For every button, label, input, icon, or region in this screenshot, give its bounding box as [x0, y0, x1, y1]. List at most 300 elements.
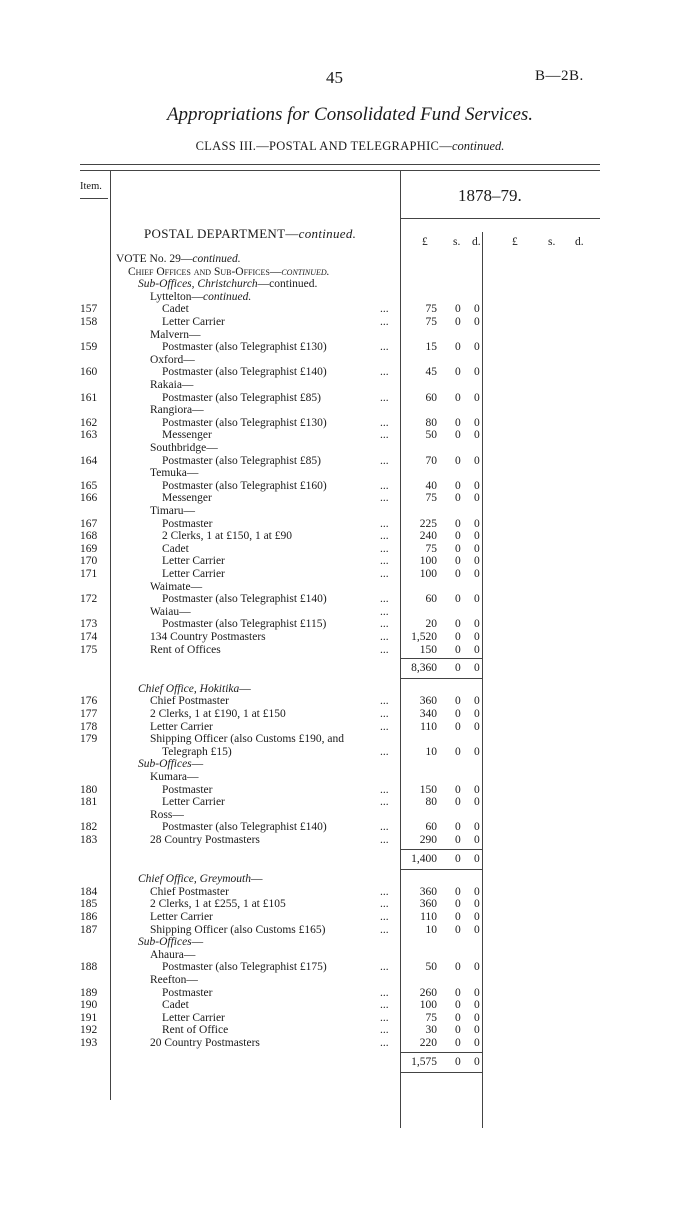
- item-description: [162, 1024, 228, 1037]
- amount-pounds: 80: [425, 796, 437, 809]
- amount-pence: 0: [474, 530, 480, 543]
- amount-shillings: 0: [455, 796, 461, 809]
- item-description: [150, 733, 344, 746]
- table-row: [0, 392, 700, 405]
- subtotal-rule-bottom: [400, 678, 482, 679]
- table-row: [0, 278, 700, 291]
- table-row: [0, 379, 700, 392]
- item-column-heading: Item.: [80, 181, 102, 192]
- amount-pence: 0: [474, 429, 480, 442]
- item-number: 161: [80, 391, 98, 404]
- amount-pence: 0: [474, 631, 480, 643]
- table-row: [0, 987, 700, 1000]
- table-row: [0, 606, 700, 619]
- subtotal-rule-top: [400, 849, 482, 850]
- amount-pence: 0: [474, 517, 480, 530]
- amount-pence: 0: [474, 366, 480, 379]
- subtotal-rule-top: [400, 658, 482, 659]
- description-text: Letter Carrier: [150, 720, 213, 733]
- item-description: [150, 606, 191, 619]
- amount-pounds: 340: [419, 708, 437, 720]
- amount-pounds: 240: [419, 530, 437, 543]
- amount-pounds: 220: [419, 1037, 437, 1049]
- item-description: [150, 329, 200, 342]
- table-row: [0, 886, 700, 899]
- item-number: 176: [80, 695, 98, 708]
- pence-heading-1: d.: [472, 236, 481, 248]
- description-italic: continued.: [203, 290, 252, 303]
- description-text: Postmaster (also Telegraphist £115): [162, 618, 327, 631]
- amount-pounds: 50: [425, 429, 437, 442]
- item-description: [150, 379, 193, 392]
- leader-dots: ...: [380, 834, 389, 846]
- description-text: Postmaster: [162, 517, 213, 530]
- table-row: [0, 949, 700, 962]
- leader-dots: ...: [380, 316, 389, 328]
- subtotal-rule-top: [400, 1052, 482, 1053]
- leader-dots: ...: [380, 999, 389, 1012]
- table-row: [0, 784, 700, 797]
- leader-dots: ...: [380, 745, 389, 758]
- amount-pounds: 360: [419, 695, 437, 708]
- department-heading-main: POSTAL DEPARTMENT—: [144, 226, 299, 241]
- table-row: [0, 417, 700, 430]
- item-description: [150, 404, 204, 417]
- amount-pence: 0: [474, 986, 480, 999]
- table-row: [0, 873, 700, 886]
- leader-dots: ...: [380, 618, 389, 631]
- item-description: [162, 1012, 225, 1025]
- description-text: Timaru—: [150, 505, 195, 517]
- amount-pounds: 60: [425, 821, 437, 834]
- item-description: [138, 758, 203, 771]
- item-description: [150, 1037, 260, 1050]
- description-text: Rent of Offices: [150, 643, 221, 656]
- year-heading: 1878–79.: [458, 186, 522, 205]
- amount-shillings: 0: [455, 479, 461, 492]
- table-row: [0, 733, 700, 746]
- item-number: 181: [80, 796, 98, 809]
- item-number: 173: [80, 618, 98, 631]
- document-reference: B—2B.: [535, 68, 584, 84]
- page-title-text: Appropriations for Consolidated Fund Services.: [166, 104, 534, 125]
- table-row: [0, 316, 700, 329]
- item-number: 180: [80, 783, 98, 796]
- table-row: [0, 936, 700, 949]
- leader-dots: ...: [380, 341, 389, 354]
- description-text: Chief Postmaster: [150, 885, 229, 898]
- table-row: [0, 568, 700, 581]
- description-text: Waiau—: [150, 605, 191, 618]
- table-row: [0, 266, 700, 279]
- table-row: [0, 911, 700, 924]
- amount-pounds: 100: [419, 999, 437, 1012]
- table-row: [0, 555, 700, 568]
- amount-shillings: 0: [455, 517, 461, 530]
- amount-pence: 0: [474, 479, 480, 492]
- description-text: VOTE No. 29—: [116, 253, 193, 265]
- description-text: Ahaura—: [150, 948, 196, 961]
- leader-dots: ...: [380, 366, 389, 379]
- item-description: [162, 555, 225, 568]
- item-number: 162: [80, 416, 98, 429]
- amount-pounds: 15: [425, 341, 437, 354]
- item-number: 182: [80, 821, 98, 834]
- amount-shillings: 0: [455, 852, 461, 865]
- leader-dots: ...: [380, 796, 389, 809]
- table-row: [0, 1012, 700, 1025]
- description-text: Ross—: [150, 808, 184, 821]
- amount-pounds: 60: [425, 391, 437, 404]
- table-row: [0, 341, 700, 354]
- leader-dots: ...: [380, 695, 389, 708]
- amount-shillings: 0: [455, 542, 461, 555]
- amount-shillings: 0: [455, 923, 461, 936]
- amount-pounds: 75: [425, 303, 437, 316]
- amount-shillings: 0: [455, 720, 461, 733]
- amount-shillings: 0: [455, 530, 461, 543]
- description-tail: —: [191, 758, 204, 771]
- description-text: Letter Carrier: [162, 1011, 225, 1024]
- description-italic: Sub-Offices: [138, 758, 192, 771]
- table-row: [0, 999, 700, 1012]
- description-tail: —: [239, 682, 251, 695]
- description-text: Cadet: [162, 999, 189, 1012]
- table-row: [0, 631, 700, 644]
- item-description: [150, 467, 198, 480]
- pound-heading-1: £: [422, 236, 428, 248]
- amount-pounds: 360: [419, 885, 437, 898]
- table-row: [0, 1024, 700, 1037]
- subtotal-row: [0, 662, 700, 675]
- item-description: [150, 631, 266, 644]
- description-text: Waimate—: [150, 580, 203, 593]
- leader-dots: ...: [380, 720, 389, 733]
- item-number: 167: [80, 517, 98, 530]
- description-text: Rent of Office: [162, 1024, 229, 1037]
- leader-dots: ...: [380, 542, 389, 555]
- leader-dots: ...: [380, 783, 389, 796]
- leader-dots: ...: [380, 593, 389, 606]
- table-row: [0, 834, 700, 847]
- table-row: [0, 821, 700, 834]
- item-description: [138, 683, 251, 696]
- description-text: Cadet: [162, 303, 189, 316]
- amount-shillings: 0: [455, 593, 461, 606]
- item-description: [150, 809, 184, 822]
- description-tail: —: [191, 936, 204, 949]
- item-description: [150, 354, 195, 367]
- description-text: Postmaster (also Telegraphist £160): [162, 479, 327, 492]
- class-heading: [0, 139, 700, 154]
- item-number: 191: [80, 1011, 98, 1024]
- leader-dots: ...: [380, 416, 389, 429]
- description-text: Southbridge—: [150, 442, 218, 454]
- item-number: 177: [80, 708, 98, 720]
- item-description: [150, 505, 195, 518]
- amount-pence: 0: [474, 1037, 480, 1049]
- item-number: 183: [80, 834, 98, 846]
- description-text: Rakaia—: [150, 379, 194, 391]
- amount-pence: 0: [474, 1055, 480, 1068]
- table-row: [0, 758, 700, 771]
- table-row: [0, 366, 700, 379]
- description-text: Chief Postmaster: [150, 695, 229, 708]
- item-description: [150, 949, 195, 962]
- table-row: [0, 354, 700, 367]
- amount-shillings: 0: [455, 1024, 461, 1037]
- table-row: [0, 796, 700, 809]
- item-number: 165: [80, 479, 98, 492]
- table-row: [0, 291, 700, 304]
- description-text: Shipping Officer (also Customs £165): [150, 923, 326, 936]
- description-text: Postmaster (also Telegraphist £140): [162, 593, 327, 606]
- table-row: [0, 581, 700, 594]
- amount-shillings: 0: [455, 303, 461, 316]
- item-description: [162, 341, 327, 354]
- item-number: 170: [80, 555, 98, 568]
- table-row: [0, 593, 700, 606]
- table-row: [0, 455, 700, 468]
- amount-pence: 0: [474, 783, 480, 796]
- description-italic: Sub-Offices: [138, 936, 192, 949]
- amount-pounds: 45: [425, 366, 437, 379]
- item-description: [162, 429, 212, 442]
- item-number: 187: [80, 923, 98, 936]
- page-title: [0, 104, 700, 126]
- item-description: [162, 316, 225, 329]
- description-text: Letter Carrier: [162, 568, 225, 580]
- amount-shillings: 0: [455, 898, 461, 911]
- item-description: [162, 618, 326, 631]
- item-number: 168: [80, 530, 98, 543]
- amount-pounds: 20: [425, 618, 437, 631]
- table-row: [0, 809, 700, 822]
- description-text: 134 Country Postmasters: [150, 631, 266, 643]
- leader-dots: ...: [380, 1037, 389, 1049]
- item-description: [162, 961, 327, 974]
- amount-pence: 0: [474, 923, 480, 936]
- amount-pence: 0: [474, 593, 480, 606]
- table-row: [0, 974, 700, 987]
- item-number: 166: [80, 492, 98, 505]
- item-description: [150, 644, 221, 657]
- item-number: 172: [80, 593, 98, 606]
- leader-dots: ...: [380, 568, 389, 580]
- amount-pounds: 360: [419, 898, 437, 911]
- amount-shillings: 0: [455, 643, 461, 656]
- year-head-rule: [400, 218, 600, 219]
- description-text: Messenger: [162, 429, 212, 442]
- table-row: [0, 442, 700, 455]
- item-description: [162, 392, 321, 405]
- description-text: Postmaster (also Telegraphist £130): [162, 341, 327, 354]
- description-text: Letter Carrier: [150, 911, 213, 923]
- item-description: [150, 442, 218, 455]
- amount-pounds: 225: [419, 517, 437, 530]
- amount-pounds: 110: [420, 720, 437, 733]
- table-row: [0, 543, 700, 556]
- item-description: [150, 291, 251, 304]
- description-text: Chief Offices and Sub-Offices—: [128, 265, 282, 278]
- item-description: [162, 492, 212, 505]
- amount-pounds: 1,400: [411, 852, 437, 865]
- amount-shillings: 0: [455, 708, 461, 720]
- item-description: [150, 898, 286, 911]
- department-heading: [144, 226, 356, 242]
- amount-pence: 0: [474, 618, 480, 631]
- amount-pounds: 75: [425, 316, 437, 328]
- amount-pounds: 10: [425, 923, 437, 936]
- amount-pence: 0: [474, 454, 480, 467]
- description-text: Postmaster (also Telegraphist £130): [162, 416, 327, 429]
- department-heading-continued: continued.: [298, 226, 357, 241]
- item-number: 189: [80, 986, 98, 999]
- amount-shillings: 0: [455, 999, 461, 1012]
- amount-pence: 0: [474, 720, 480, 733]
- amount-pence: 0: [474, 391, 480, 404]
- amount-pence: 0: [474, 341, 480, 354]
- amount-pence: 0: [474, 492, 480, 505]
- description-text: Letter Carrier: [162, 316, 225, 328]
- table-row: [0, 695, 700, 708]
- amount-pounds: 110: [420, 911, 437, 923]
- leader-dots: ...: [380, 911, 389, 923]
- amount-shillings: 0: [455, 366, 461, 379]
- item-description: [162, 530, 292, 543]
- item-number: 160: [80, 366, 98, 379]
- item-description: [162, 480, 327, 493]
- amount-pounds: 60: [425, 593, 437, 606]
- table-row: [0, 303, 700, 316]
- amount-pence: 0: [474, 999, 480, 1012]
- subtotal-rule-bottom: [400, 869, 482, 870]
- table-row: [0, 708, 700, 721]
- amount-shillings: 0: [455, 1037, 461, 1049]
- subtotal-row: [0, 1056, 700, 1069]
- item-number: 158: [80, 316, 98, 328]
- item-description: [162, 999, 189, 1012]
- description-text: Kumara—: [150, 771, 199, 783]
- amount-pounds: 75: [425, 1011, 437, 1024]
- item-description: [162, 796, 225, 809]
- amount-shillings: 0: [455, 1011, 461, 1024]
- amount-shillings: 0: [455, 662, 461, 675]
- item-description: [116, 253, 241, 266]
- item-number: 159: [80, 341, 98, 354]
- table-row: [0, 618, 700, 631]
- leader-dots: ...: [380, 517, 389, 530]
- amount-shillings: 0: [455, 429, 461, 442]
- amount-shillings: 0: [455, 618, 461, 631]
- item-description: [150, 771, 199, 784]
- item-description: [162, 746, 232, 759]
- amount-pence: 0: [474, 542, 480, 555]
- leader-dots: ...: [380, 530, 389, 543]
- description-text: Postmaster (also Telegraphist £85): [162, 454, 321, 467]
- description-text: Postmaster (also Telegraphist £85): [162, 391, 321, 404]
- amount-pounds: 1,520: [411, 631, 437, 643]
- page-number: 45: [326, 68, 343, 87]
- description-text: Lyttelton—: [150, 290, 204, 303]
- item-number: 192: [80, 1024, 98, 1037]
- amount-pence: 0: [474, 796, 480, 809]
- amount-pounds: 10: [425, 745, 437, 758]
- amount-pounds: 150: [419, 643, 437, 656]
- amount-pounds: 8,360: [411, 662, 437, 675]
- amount-shillings: 0: [455, 695, 461, 708]
- item-description: [162, 518, 212, 531]
- description-text: 20 Country Postmasters: [150, 1037, 260, 1049]
- table-row: [0, 505, 700, 518]
- leader-dots: ...: [380, 643, 389, 656]
- description-italic: continued.: [192, 253, 241, 265]
- amount-shillings: 0: [455, 911, 461, 923]
- amount-shillings: 0: [455, 416, 461, 429]
- amount-pence: 0: [474, 416, 480, 429]
- item-number: 186: [80, 911, 98, 923]
- description-text: Letter Carrier: [162, 555, 225, 568]
- description-italic: Chief Office, Greymouth: [138, 873, 251, 886]
- description-italic: Sub-Offices, Christchurch: [138, 278, 258, 291]
- amount-shillings: 0: [455, 391, 461, 404]
- description-italic: continued.: [281, 265, 330, 278]
- item-description: [138, 936, 203, 949]
- amount-shillings: 0: [455, 454, 461, 467]
- description-text: Cadet: [162, 542, 189, 555]
- item-description: [150, 708, 286, 721]
- item-description: [128, 266, 330, 279]
- item-number: 164: [80, 454, 98, 467]
- item-description: [150, 581, 202, 594]
- description-text: Shipping Officer (also Customs £190, and: [150, 733, 344, 746]
- table-row: [0, 644, 700, 657]
- item-description: [138, 278, 317, 291]
- amount-shillings: 0: [455, 568, 461, 580]
- pence-heading-2: d.: [575, 236, 584, 248]
- item-description: [150, 911, 213, 924]
- table-row: [0, 492, 700, 505]
- amount-pence: 0: [474, 643, 480, 656]
- amount-pounds: 30: [425, 1024, 437, 1037]
- item-description: [162, 366, 327, 379]
- item-number: 174: [80, 631, 98, 643]
- amount-pounds: 290: [419, 834, 437, 846]
- leader-dots: ...: [380, 429, 389, 442]
- item-description: [162, 455, 321, 468]
- amount-pence: 0: [474, 316, 480, 328]
- item-description: [162, 784, 212, 797]
- item-number: 163: [80, 429, 98, 442]
- leader-dots: ...: [380, 479, 389, 492]
- amount-shillings: 0: [455, 492, 461, 505]
- item-description: [162, 417, 327, 430]
- item-description: [150, 834, 260, 847]
- item-description: [162, 593, 327, 606]
- leader-dots: ...: [380, 898, 389, 911]
- amount-pence: 0: [474, 885, 480, 898]
- amount-pence: 0: [474, 568, 480, 580]
- leader-dots: ...: [380, 821, 389, 834]
- header-rule-top: [80, 164, 600, 165]
- item-description: [162, 987, 212, 1000]
- amount-pence: 0: [474, 852, 480, 865]
- item-number: 188: [80, 961, 98, 974]
- amount-shillings: 0: [455, 783, 461, 796]
- description-text: Reefton—: [150, 974, 198, 986]
- leader-dots: ...: [380, 1024, 389, 1037]
- leader-dots: ...: [380, 961, 389, 974]
